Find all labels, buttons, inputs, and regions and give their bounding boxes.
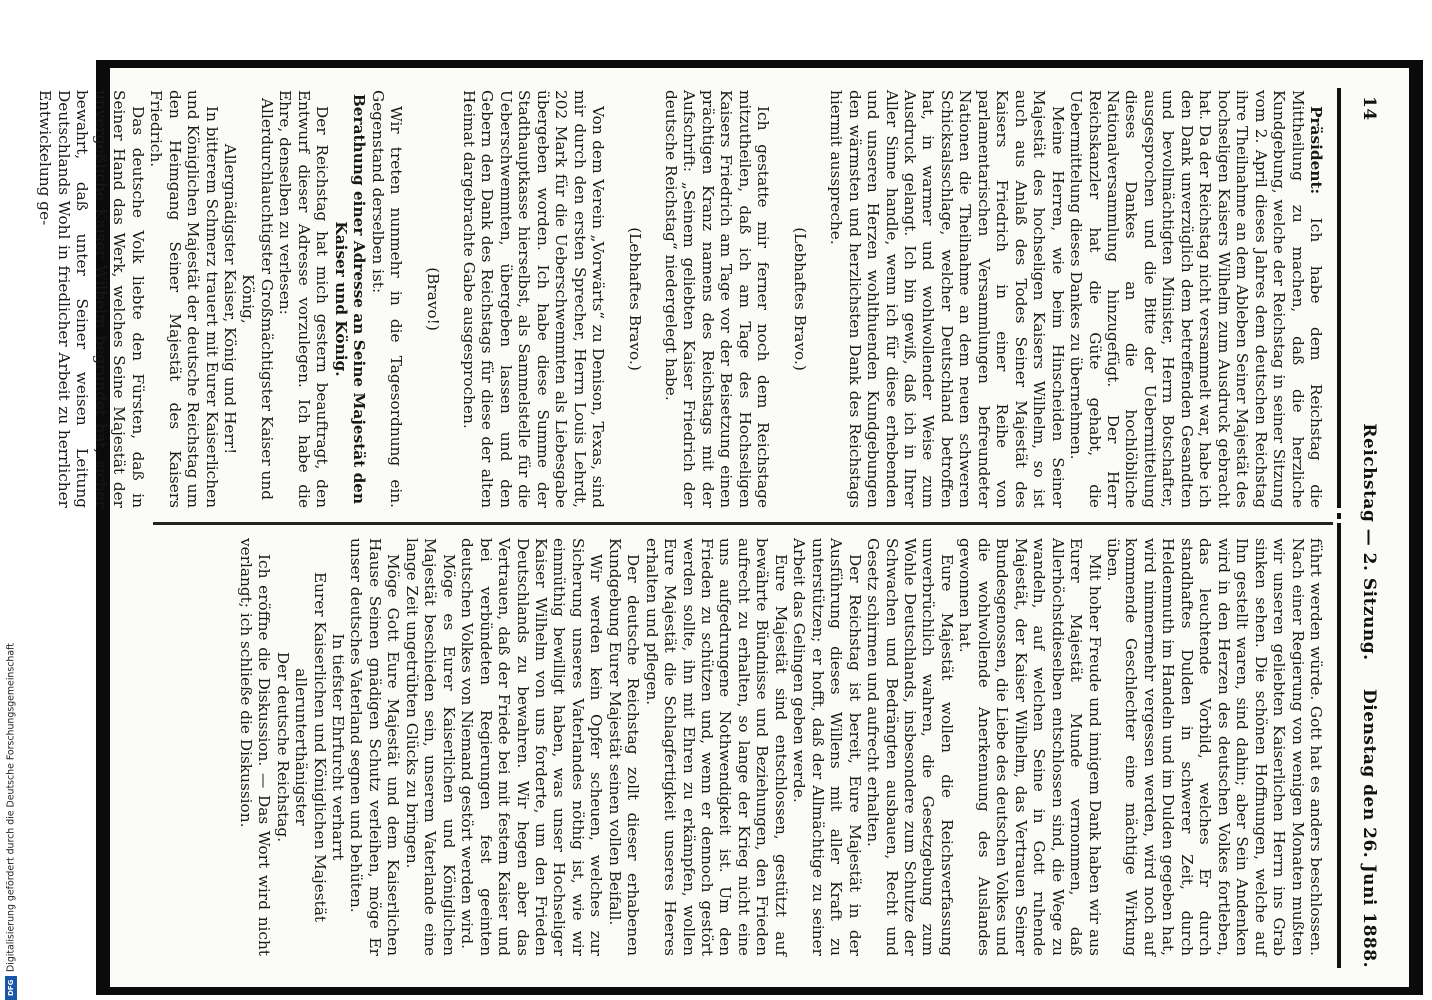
agenda-heading: Berathung einer Adresse an Seine Majestät den Kaiser und König. — [331, 93, 369, 505]
paragraph: Der Reichstag ist bereit, Eure Majestät in der Ausführung dieses Willens mit aller Kraft zu unterstützen; er hofft, daß der Allmächtige zu seiner Arbeit das Gelingen geben werde. — [790, 538, 864, 956]
paragraph: führt werden würde. Gott hat es anders beschlossen. Nach einer Regierung von wenigen Monaten mußten wir unseren geliebten Kaiserlichen Herrn ins Grab sinken sehen. Die schönen Hoffnungen, welche auf Ihn gestellt waren, sind dahin; aber Sein Andenken wird in den Herzen des deutschen Volkes fortleben, das leuchtende Vorbild, welches Er durch standhaftes Dulden in schwerer Zeit, durch Heldenmuth im Handeln und im Dulden gegeben hat, wird nimmermehr vergessen werden, wird noch auf kommende Geschlechter eine mächtige Wirkung üben. — [1104, 538, 1325, 956]
paragraph: Ich gestatte mir ferner noch dem Reichstage mitzutheilen, daß ich am Tage des Hochseligen Kaisers Friedrich am Tage vor der Beisetzung einen prächtigen Kranz namens des Reichstags mit der Aufschrift: „Seinem geliebten Kaiser Friedrich der deutsche Reichstag“ niedergelegt habe. — [662, 90, 773, 508]
paragraph: Das deutsche Volk liebte den Fürsten, daß in Seiner Hand das Werk, welches Seine Majestät der unvergeßliche Kaiser Wilhelm begründet hat, sicher bewahrt, daß unter Seiner weisen Leitung Deutschlands Wohl in friedlicher Arbeit zu herrlicher Entwickelung ge- — [36, 90, 147, 508]
right-column — [236, 538, 1325, 956]
page-title: Reichstag — 2. Sitzung. — [1359, 423, 1379, 661]
remark: (Lebhaftes Bravo.) — [790, 227, 809, 371]
paragraph-text: Ich habe dem Reichstag die Mittheilung zu machen, daß die herzliche Kundgebung, welche der Reichstag in seiner Sitzung vom 2. April dieses Jahres dem deutschen Reichstag ihre Theilnahme an dem Ableben Seiner Majestät des hochseligen Kaisers Wilhelm zum Ausdruck gebracht hat. Da der Reichstag nicht versammelt war, habe ich den Dank unverzüglich dem betreffenden Gesandten und bevollmächtigten Minister, Herrn Botschafter, ausgesprochen und die Bitte der Uebermittelung dieses Dankes an die hochlöbliche Nationalversammlung hinzugefügt. Der Herr Reichskanzler hat die Güte gehabt, die Uebermittelung dieses Dankes zu übernehmen. — [1067, 90, 1325, 508]
paragraph: In bitterem Schmerz trauert mit Eurer Kaiserlichen und Königlichen Majestät der deutsche Reichstag um den Heimgang Seiner Majestät des Kaisers Friedrich. — [147, 90, 221, 508]
closing-line: In tiefster Ehrfurcht verharrt — [328, 633, 347, 861]
paragraph: Von dem Verein „Vorwärts“ zu Denison, Texas, sind mir durch den ersten Sprecher, Herrn Louis Lehrdt, 202 Mark für die Ueberschwemmten als Liebesgabe übergeben worden. Ich habe diese Summe der Stadthauptkasse hierselbst, als Sammelstelle für die Ueberschwemmten, übergeben lassen und den Gebern den Dank des Reichstags für diese der alten Heimat dargebrachte Gabe ausgesprochen. — [459, 90, 608, 508]
paragraph: Meine Herren, wie beim Hinscheiden Seiner Majestät des hochseligen Kaisers Wilhelm, so ist auch aus Anlaß des Todes Seiner Majestät des Kaisers Friedrich in einer Reihe von parlamentarischen Versammlungen befreundeter Nationen die Theilnahme an dem neuen schweren Schicksalsschlage, welcher Deutschland betroffen hat, in warmer und wohlwollender Weise zum Ausdruck gelangt. Ich bin gewiß, daß ich in Ihrer Aller Sinne handle, wenn ich für diese erhebenden und unseren Herzen wohlthuenden Kundgebungen den wärmsten und herzlichsten Dank des Reichstags hiermit ausspreche. — [827, 90, 1067, 508]
scan-frame — [36, 60, 1423, 995]
paragraph — [1067, 90, 1325, 508]
paragraph: Der deutsche Reichstag zollt dieser erhabenen Kundgebung Eurer Majestät seinen vollen Beifall. — [605, 538, 643, 956]
remark: (Lebhaftes Bravo.) — [625, 227, 644, 371]
header-rule — [1337, 523, 1341, 968]
document-page — [36, 68, 1409, 987]
page-header — [1339, 82, 1399, 972]
salutation: Allergnädigster Kaiser, König und Herr! — [220, 143, 239, 455]
column-divider — [153, 522, 1333, 525]
paragraph: Möge Gott Eure Majestät und dem Kaiserlichen Hause Seinen gnädigen Schutz verleihen, möge Er unser deutsches Vaterland segnen und behüten. — [347, 538, 403, 956]
paragraph: Wir treten nunmehr in die Tagesordnung ein. Gegenstand derselben ist: — [368, 90, 406, 508]
speaker-name: Präsident: — [1307, 106, 1325, 195]
dfg-credit-text: Digitalisierung gefördert durch die Deutsche Forschungsgemeinschaft — [5, 643, 17, 972]
header-rule — [1337, 88, 1341, 508]
paragraph: Möge es Eurer Kaiserlichen und Königlichen Majestät beschieden sein, unserem Vaterlande eine lange Zeit ungetrübten Glücks zu bringen. — [402, 538, 458, 956]
paragraph: Eure Majestät sind entschlossen, gestützt auf bewährte Bündnisse und Beziehungen, den Frieden aufrecht zu erhalten, so lange der Krieg nicht eine uns aufgedrungene Nothwendigkeit ist. Um den Frieden zu schützen und, wenn er dennoch gestört werden sollte, ihn mit Ehren zu erkämpfen, wollen Eure Majestät die Schlagfertigkeit unseres Heeres erhalten und pflegen. — [642, 538, 790, 956]
paragraph: Eure Majestät wollen die Reichsverfassung unverbrüchlich wahren, die Gesetzgebung zum Wohle Deutschlands, insbesondere zum Schutze der Schwachen und Bedrängten ausbauen, Recht und Gesetz schirmen und aufrecht erhalten. — [864, 538, 956, 956]
session-date: Dienstag den 26. Juni 1888. — [1359, 689, 1379, 968]
paragraph: Mit hoher Freude und innigem Dank haben wir aus Eurer Majestät Munde vernommen, daß Allerhöchstdieselben entschlossen sind, die Wege zu wandeln, auf welchen Seine in Gott ruhende Majestät, der Kaiser Wilhelm, das Vertrauen Seiner Bundesgenossen, die Liebe des deutschen Volkes und die wohlwollende Anerkennung des Auslandes gewonnen hat. — [956, 538, 1104, 956]
salutation: Allerdurchlauchtigster Großmächtigster Kaiser und König, — [239, 98, 276, 500]
closing-line: allerunterthänigster — [292, 668, 311, 826]
page-number: 14 — [1359, 96, 1379, 121]
paper-sheet — [36, 68, 1409, 987]
paragraph: Ich eröffne die Diskussion. — Das Wort wird nicht verlangt; ich schließe die Diskussion. — [236, 538, 274, 956]
left-column — [36, 90, 1325, 508]
dfg-credit — [0, 606, 22, 1000]
header-rule — [1337, 513, 1341, 519]
closing-line: Eurer Kaiserlichen und Königlichen Majestät — [310, 571, 329, 923]
dfg-logo-icon: DFG — [5, 976, 17, 1000]
remark: (Bravo!) — [423, 267, 442, 331]
closing-signature: Der deutsche Reichstag. — [273, 651, 292, 843]
paragraph: Der Reichstag hat mich gestern beauftragt, den Entwurf dieser Adresse vorzulegen. Ich habe die Ehre, denselben zu verlesen: — [276, 90, 332, 508]
paragraph: Wir werden kein Opfer scheuen, welches zur Sicherung unseres Vaterlandes nöthig ist, wie wir einmüthig bewilligt haben, was unser Hochseliger Kaiser Wilhelm von uns forderte, um den Frieden Deutschlands zu bewahren. Wir hegen aber das Vertrauen, daß der Friede bei mit festem Kaiser und bei verbündeten Regierungen fest geeinten deutschen Volkes von Niemand gestört werden wird. — [458, 538, 606, 956]
